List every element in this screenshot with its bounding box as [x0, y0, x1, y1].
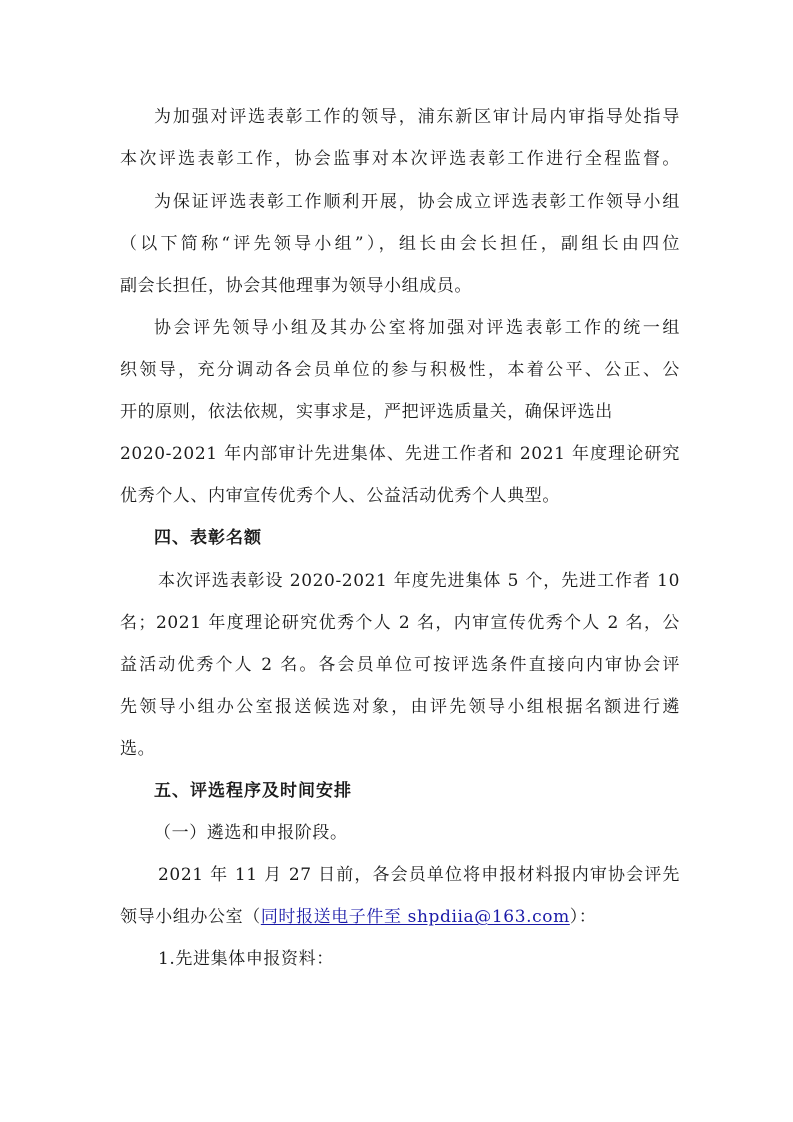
paragraph-1-line-1: 为加强对评选表彰工作的领导，浦东新区审计局内审指导处指导 [154, 107, 680, 127]
subsection-1: （一）遴选和申报阶段。 [154, 823, 348, 843]
email-link[interactable]: 同时报送电子件至 shpdiia@163.com [260, 907, 570, 927]
paragraph-4-line-5: 选。 [120, 739, 156, 759]
paragraph-4-line-3: 益活动优秀个人 2 名。各会员单位可按评选条件直接向内审协会评 [120, 655, 680, 675]
paragraph-5-line-2-suffix: ）： [569, 907, 597, 927]
paragraph-5-line-2 [120, 905, 680, 929]
paragraph-3-line-3: 开的原则，依法依规，实事求是，严把评选质量关，确保评选出 [120, 402, 613, 422]
paragraph-5-line-2-prefix: 领导小组办公室（ [120, 907, 261, 927]
paragraph-4-line-1: 本次评选表彰设 2020-2021 年度先进集体 5 个，先进工作者 10 [158, 571, 680, 591]
paragraph-2-line-3: 副会长担任，协会其他理事为领导小组成员。 [120, 276, 472, 296]
paragraph-3-line-5: 优秀个人、内审宣传优秀个人、公益活动优秀个人典型。 [120, 486, 560, 506]
paragraph-2-line-1: 为保证评选表彰工作顺利开展，协会成立评选表彰工作领导小组 [154, 192, 680, 212]
paragraph-4-line-2: 名；2021 年度理论研究优秀个人 2 名，内审宣传优秀个人 2 名，公 [120, 613, 680, 633]
list-item-1: 1.先进集体申报资料： [158, 949, 334, 969]
paragraph-1-line-2: 本次评选表彰工作，协会监事对本次评选表彰工作进行全程监督。 [120, 149, 680, 169]
paragraph-3-line-2: 织领导，充分调动各会员单位的参与积极性，本着公平、公正、公 [120, 360, 680, 380]
section-heading-5: 五、评选程序及时间安排 [154, 781, 352, 801]
paragraph-5-line-1: 2021 年 11 月 27 日前，各会员单位将申报材料报内审协会评先 [158, 865, 680, 885]
paragraph-4-line-4: 先领导小组办公室报送候选对象，由评先领导小组根据名额进行遴 [120, 697, 680, 717]
paragraph-2-line-2: （以下简称“评先领导小组”），组长由会长担任，副组长由四位 [120, 234, 680, 254]
paragraph-3-line-4: 2020-2021 年内部审计先进集体、先进工作者和 2021 年度理论研究 [120, 444, 680, 464]
section-heading-4: 四、表彰名额 [154, 528, 262, 548]
paragraph-3-line-1: 协会评先领导小组及其办公室将加强对评选表彰工作的统一组 [154, 318, 680, 338]
